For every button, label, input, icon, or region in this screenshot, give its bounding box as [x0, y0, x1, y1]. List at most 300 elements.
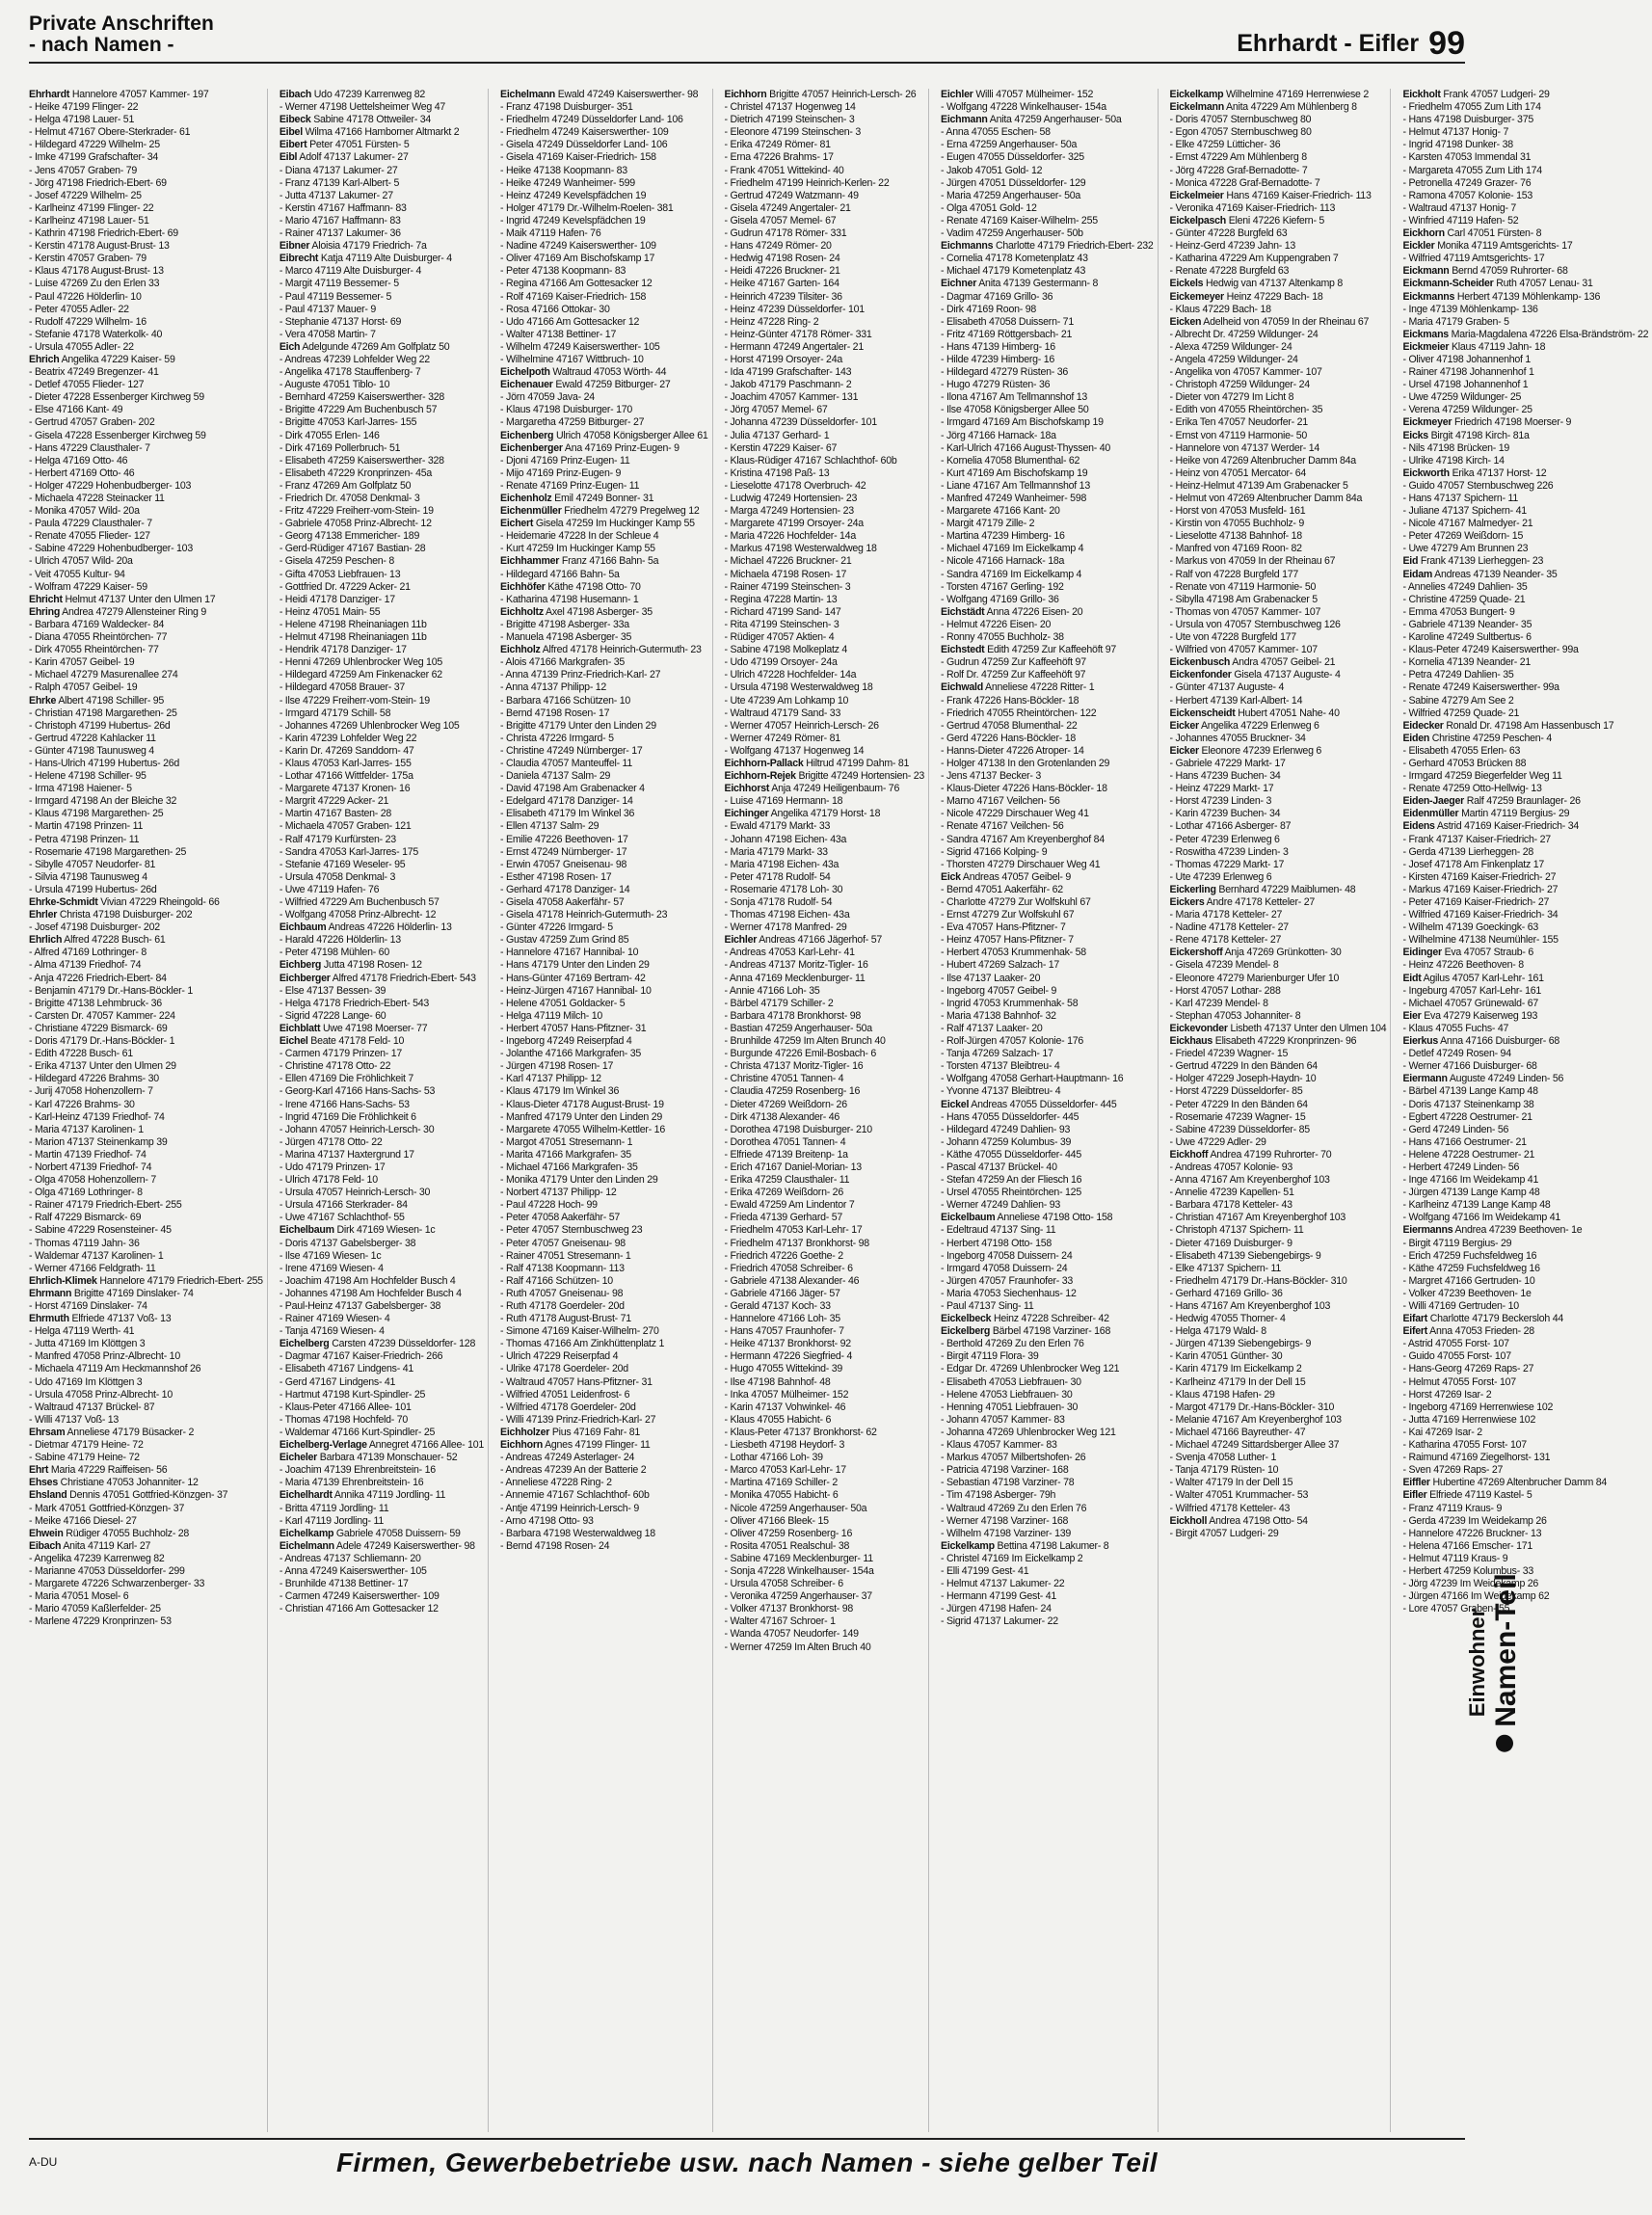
entry-details: - Waltraud 47269 Zu den Erlen 76: [941, 1502, 1087, 1514]
entry-details: - Herbert 47169 Otto- 46: [29, 467, 135, 479]
entry-details: - Veronika 47169 Kaiser-Friedrich- 113: [1169, 201, 1336, 214]
entry-details: - Stefanie 47178 Waterkolk- 40: [29, 328, 163, 340]
entry-details: - Klaus-Dieter 47178 August-Brust- 19: [500, 1098, 664, 1110]
directory-entry: [1402, 530, 1648, 543]
entry-details: - Ralf von 47228 Burgfeld 177: [1169, 568, 1299, 580]
entry-details: - Karlheinz 47198 Lauer- 51: [29, 214, 149, 227]
directory-entry: [1402, 1565, 1648, 1578]
directory-entry: [500, 1124, 707, 1136]
entry-details: - Brunhilde 47259 Im Alten Brunch 40: [724, 1035, 886, 1048]
entry-details: - Wolfgang 47169 Grillo- 36: [941, 593, 1059, 605]
entry-details: - Bernd 47198 Rosen- 24: [500, 1539, 610, 1552]
entry-details: - Henni 47269 Uhlenbrocker Weg 105: [279, 656, 442, 669]
entry-details: - Heike 47167 Garten- 164: [724, 278, 839, 290]
entry-details: - Wolfram 47229 Kaiser- 59: [29, 580, 147, 593]
entry-details: - Ingeborg 47249 Reiserpfad 4: [500, 1035, 632, 1048]
directory-entry: [1402, 846, 1648, 859]
directory-entry: [280, 1515, 484, 1528]
surname: Eichenholz: [500, 493, 552, 504]
directory-entry: [725, 695, 924, 707]
directory-entry: [29, 681, 263, 694]
surname: Eickmann-Scheider: [1402, 278, 1494, 290]
directory-entry: [29, 921, 263, 934]
entry-details: - Tanja 47269 Salzach- 17: [941, 1048, 1053, 1060]
directory-entry: [725, 1565, 924, 1578]
entry-details: - Jurij 47058 Hohenzollern- 7: [29, 1085, 153, 1098]
directory-entry: [725, 581, 924, 594]
directory-entry: [500, 215, 707, 227]
entry-details: - Horst 47269 Isar- 2: [1402, 1388, 1492, 1401]
entry-details: - Hildegard 47166 Bahn- 5a: [500, 568, 620, 580]
directory-entry: [941, 1035, 1154, 1048]
directory-entry: [1402, 442, 1648, 455]
directory-entry: [280, 973, 484, 985]
directory-entry: [1170, 1528, 1387, 1540]
surname: Eichenauer: [500, 379, 553, 391]
directory-entry: [725, 884, 924, 896]
entry-details: - Heike von 47269 Altenbrucher Damm 84a: [1169, 454, 1356, 467]
directory-entry: [941, 1300, 1154, 1313]
surname: Eickmeier: [1402, 340, 1450, 353]
entry-details: - Dirk 47169 Pollerbruch- 51: [279, 441, 401, 454]
entry-details: Aloisia 47179 Friedrich- 7a: [311, 240, 427, 253]
directory-entry: [725, 139, 924, 151]
entry-details: - Oliver 47166 Bleek- 15: [724, 1514, 829, 1527]
surname: Eichner: [941, 278, 977, 290]
entry-details: - Gustav 47259 Zum Grind 85: [500, 934, 629, 947]
entry-details: - Birgit 47057 Ludgeri- 29: [1169, 1527, 1279, 1539]
entry-details: - Helene 47051 Goldacker- 5: [500, 997, 626, 1009]
entry-details: Brigitte 47249 Hortensien- 23: [798, 770, 925, 783]
entry-details: - Paul 47226 Hölderlin- 10: [29, 290, 142, 303]
entry-details: - Hilde 47239 Himberg- 16: [941, 353, 1055, 365]
directory-entry: [725, 820, 924, 833]
entry-details: - Frank 47137 Kaiser-Friedrich- 27: [1402, 833, 1551, 845]
entry-details: - Renate von 47119 Harmonie- 50: [1169, 580, 1317, 593]
entry-details: - Rainer 47137 Lakumer- 36: [279, 227, 401, 240]
directory-entry: [1170, 985, 1387, 998]
directory-entry: [280, 644, 484, 656]
section-title-line2: - nach Namen -: [29, 34, 174, 56]
entry-details: - Nicole 47167 Malmedyer- 21: [1402, 518, 1533, 530]
directory-entry: [1170, 1275, 1387, 1288]
directory-entry: [725, 1085, 924, 1098]
entry-details: - Heinz 47239 Düsseldorfer- 101: [724, 303, 865, 315]
entry-details: - Jürgen 47198 Rosen- 17: [500, 1060, 614, 1073]
directory-entry: [941, 101, 1154, 114]
directory-entry: [941, 606, 1154, 619]
entry-details: - Christine 47051 Tannen- 4: [724, 1073, 844, 1085]
directory-entry: [941, 1515, 1154, 1528]
directory-entry: [280, 1085, 484, 1098]
directory-entry: [1170, 555, 1387, 568]
directory-entry: [500, 1300, 707, 1313]
directory-entry: [1170, 871, 1387, 884]
entry-details: - Elfriede 47139 Breitenp- 1a: [724, 1148, 848, 1161]
directory-entry: [725, 1238, 924, 1250]
entry-details: - Gisela 47058 Aakerfähr- 57: [500, 896, 625, 908]
directory-entry: [280, 1401, 484, 1414]
entry-details: - Lothar 47166 Wittfelder- 175a: [279, 770, 413, 783]
entry-details: - Sibylle 47057 Neudorfer- 81: [29, 858, 156, 870]
entry-details: - Nadine 47178 Ketteler- 27: [1169, 921, 1289, 934]
directory-entry: [725, 909, 924, 921]
entry-details: - Josef 47178 Am Finkenplatz 17: [1402, 858, 1545, 870]
directory-entry: [1170, 1515, 1387, 1528]
surname: Eickenfonder: [1169, 669, 1232, 681]
entry-details: - Martina 47239 Himberg- 16: [941, 530, 1065, 543]
directory-entry: [725, 985, 924, 998]
directory-entry: [725, 1313, 924, 1325]
directory-entry: [1170, 316, 1387, 329]
directory-entry: [29, 114, 263, 126]
surname: Eichelberg: [279, 1338, 330, 1350]
page-range-header: [1237, 25, 1465, 63]
entry-details: - Emilie 47226 Beethoven- 17: [500, 833, 628, 845]
directory-entry: [500, 1503, 707, 1515]
entry-details: Annegret 47166 Allee- 101: [368, 1439, 485, 1452]
directory-entry: [500, 1452, 707, 1464]
entry-details: - Dieter 47269 Weißdorn- 26: [724, 1098, 847, 1110]
directory-entry: [29, 177, 263, 190]
directory-entry: [280, 1603, 484, 1615]
directory-entry: [280, 126, 484, 139]
entry-details: - Hans 47167 Am Kreyenberghof 103: [1169, 1300, 1331, 1312]
entry-details: Anna 47226 Eisen- 20: [986, 605, 1083, 618]
directory-entry: [1402, 480, 1648, 493]
entry-details: - Gisela 47169 Kaiser-Friedrich- 158: [500, 151, 656, 164]
entry-details: - Heinz 47057 Hans-Pfitzner- 7: [941, 934, 1074, 947]
entry-details: Anneliese 47228 Ritter- 1: [985, 681, 1095, 694]
directory-entry: [725, 126, 924, 139]
entry-details: - Anna 47055 Eschen- 58: [941, 126, 1051, 139]
directory-entry: [280, 1238, 484, 1250]
directory-entry: [29, 859, 263, 871]
entry-details: Carl 47051 Fürsten- 8: [1447, 227, 1542, 240]
surname: Eibl: [279, 151, 298, 164]
directory-entry: [1402, 202, 1648, 215]
entry-details: - Birgit 47119 Bergius- 29: [1402, 1237, 1512, 1249]
entry-details: - Albrecht Dr. 47259 Wildunger- 24: [1169, 328, 1319, 340]
directory-entry: [1170, 240, 1387, 253]
directory-entry: [280, 606, 484, 619]
directory-entry: [725, 1224, 924, 1237]
entry-details: - Ulrich 47228 Hochfelder- 14a: [724, 669, 857, 681]
directory-entry: [725, 1149, 924, 1161]
directory-entry: [941, 1161, 1154, 1174]
entry-details: - Angela 47259 Wildunger- 24: [1169, 353, 1298, 365]
entry-details: - Ingrid 47249 Kevelspfädchen 19: [500, 214, 646, 227]
directory-entry: [1170, 1313, 1387, 1325]
entry-details: - Jörg 47057 Memel- 67: [724, 404, 828, 416]
directory-entry: [941, 379, 1154, 391]
entry-details: - Elisabeth 47179 Im Winkel 36: [500, 808, 635, 820]
directory-entry: [29, 316, 263, 329]
directory-entry: [1402, 101, 1648, 114]
directory-entry: [1170, 1464, 1387, 1477]
entry-details: - Marlene 47229 Kronprinzen- 53: [29, 1615, 172, 1628]
entry-details: - Ingeborg 47058 Duissern- 24: [941, 1249, 1073, 1262]
directory-entry: [500, 1376, 707, 1389]
directory-entry: [29, 291, 263, 304]
directory-entry: [280, 1010, 484, 1023]
entry-details: - Inge 47166 Im Weidekamp 41: [1402, 1174, 1539, 1187]
directory-entry: [29, 758, 263, 770]
entry-details: - Regina 47228 Martin- 13: [724, 593, 838, 605]
directory-entry: [725, 366, 924, 379]
entry-details: - Elisabeth 47058 Duissern- 71: [941, 315, 1074, 328]
entry-details: Wilhelmine 47169 Herrenwiese 2: [1226, 89, 1369, 100]
directory-entry: [280, 808, 484, 820]
directory-entry: [280, 505, 484, 518]
directory-entry: [1402, 1275, 1648, 1288]
entry-details: - Ralph 47057 Geibel- 19: [29, 681, 138, 694]
entry-details: - Maria 47053 Siechenhaus- 12: [941, 1287, 1077, 1299]
directory-entry: [1170, 1503, 1387, 1515]
entry-details: - Carmen 47249 Kaiserswerther- 109: [279, 1590, 440, 1603]
entry-details: - Werner 47166 Feldgrath- 11: [29, 1262, 156, 1274]
entry-details: - Maria 47198 Eichen- 43a: [724, 858, 839, 870]
directory-entry: [725, 543, 924, 555]
directory-entry: [500, 190, 707, 202]
entry-details: - Herbert 47198 Otto- 158: [941, 1237, 1052, 1249]
directory-entry: [280, 745, 484, 758]
directory-entry: [1402, 720, 1648, 733]
entry-details: Sabine 47178 Ottweiler- 34: [313, 114, 432, 126]
entry-details: - Jutta 47169 Herrenwiese 102: [1402, 1413, 1536, 1426]
directory-entry: [29, 820, 263, 833]
directory-entry: [1402, 884, 1648, 896]
entry-details: - Jürgen 47178 Otto- 22: [279, 1135, 383, 1148]
entry-details: - Werner 47249 Dahlien- 93: [941, 1199, 1061, 1212]
directory-entry: [725, 1300, 924, 1313]
directory-entry: [1170, 1048, 1387, 1060]
directory-entry: [725, 1628, 924, 1641]
entry-details: - Gerd 47226 Hans-Böckler- 18: [941, 732, 1076, 744]
directory-entry: [500, 416, 707, 429]
directory-entry: [280, 1060, 484, 1073]
entry-details: Franz 47166 Bahn- 5a: [561, 555, 659, 568]
entry-details: - Ernst 47249 Nürnberger- 17: [500, 845, 627, 858]
entry-details: - Sonja 47178 Rudolf- 54: [724, 896, 833, 908]
directory-entry: [1170, 1414, 1387, 1427]
directory-entry: [29, 1389, 263, 1401]
surname: Eidam: [1402, 568, 1433, 580]
entry-details: - Jörg 47228 Graf-Bernadotte- 7: [1169, 164, 1308, 176]
entry-details: - Beatrix 47249 Bregenzer- 41: [29, 366, 159, 379]
entry-details: - Helmut von 47269 Altenbrucher Damm 84a: [1169, 493, 1363, 504]
directory-entry: [1402, 1212, 1648, 1224]
entry-details: - Ingrid 47053 Krummenhak- 58: [941, 997, 1079, 1009]
directory-entry: [29, 884, 263, 896]
directory-entry: [941, 1010, 1154, 1023]
directory-entry: [29, 505, 263, 518]
directory-entry: [1402, 455, 1648, 467]
directory-entry: [725, 190, 924, 202]
directory-entry: [941, 240, 1154, 253]
directory-entry: [725, 354, 924, 366]
directory-entry: [941, 644, 1154, 656]
directory-entry: [29, 733, 263, 745]
directory-entry: [725, 480, 924, 493]
entry-details: - Ralf 47138 Koopmann- 113: [500, 1262, 625, 1274]
directory-entry: [1402, 505, 1648, 518]
directory-entry: [29, 1590, 263, 1603]
entry-details: - Sigrid 47166 Kolping- 9: [941, 845, 1048, 858]
entry-details: - Michael 47166 Markgrafen- 35: [500, 1161, 638, 1173]
entry-details: - Doris 47179 Dr.-Hans-Böckler- 1: [29, 1035, 175, 1048]
directory-entry: [280, 631, 484, 644]
directory-entry: [1402, 493, 1648, 505]
entry-details: - Luise 47269 Zu den Erlen 33: [29, 278, 160, 290]
entry-details: - Margit 47119 Bessemer- 5: [279, 278, 399, 290]
entry-details: - Friedhelm 47199 Heinrich-Kerlen- 22: [724, 176, 890, 189]
directory-entry: [280, 1250, 484, 1263]
entry-details: - Stefan 47259 An der Fliesch 16: [941, 1174, 1082, 1187]
directory-entry: [280, 1503, 484, 1515]
entry-details: - Margarete 47137 Kronen- 16: [279, 783, 411, 795]
entry-details: - Monica 47228 Graf-Bernadotte- 7: [1169, 176, 1320, 189]
directory-entry: [941, 745, 1154, 758]
directory-entry: [29, 581, 263, 594]
directory-entry: [941, 695, 1154, 707]
entry-details: - Ilse 47137 Laaker- 20: [941, 972, 1041, 984]
directory-entry: [941, 354, 1154, 366]
entry-details: Uwe 47198 Moerser- 77: [323, 1022, 428, 1034]
directory-entry: [29, 1615, 263, 1628]
entry-details: - Edelgard 47178 Danziger- 14: [500, 795, 633, 808]
surname: Eichberger: [279, 972, 331, 984]
entry-details: - Dirk 47169 Roon- 98: [941, 303, 1036, 315]
entry-details: - Martina 47169 Schiller- 2: [724, 1477, 839, 1489]
entry-details: - Hans 47179 Unter den Linden 29: [500, 959, 650, 972]
directory-entry: [725, 227, 924, 240]
directory-entry: [1402, 1224, 1648, 1237]
directory-entry: [725, 631, 924, 644]
directory-entry: [941, 1590, 1154, 1603]
entry-details: - Klaus 47055 Fuchs- 47: [1402, 1022, 1509, 1034]
entry-details: - Heinz-Jürgen 47167 Hannibal- 10: [500, 984, 652, 997]
entry-details: - Karl 47239 Mendel- 8: [1169, 997, 1268, 1009]
directory-entry: [1402, 1350, 1648, 1363]
entry-details: - Josef 47198 Duisburger- 202: [29, 921, 160, 934]
entry-details: - Brigitte 47179 Unter den Linden 29: [500, 719, 656, 732]
entry-details: Jutta 47198 Rosen- 12: [323, 959, 422, 972]
directory-entry: [1402, 404, 1648, 416]
entry-details: - Ronny 47055 Buchholz- 38: [941, 631, 1064, 644]
entry-details: - Elisabeth 47167 Lindgens- 41: [279, 1363, 413, 1375]
directory-entry: [29, 783, 263, 795]
entry-details: - Wilfried von 47057 Kammer- 107: [1169, 644, 1318, 656]
directory-entry: [280, 1288, 484, 1300]
entry-details: Andrea 47239 Beethoven- 1e: [1454, 1224, 1583, 1237]
entry-details: Andreas 47055 Düsseldorfer- 445: [971, 1098, 1117, 1110]
directory-entry: [941, 291, 1154, 304]
directory-entry: [1170, 101, 1387, 114]
directory-entry: [1170, 1427, 1387, 1439]
directory-entry: [725, 959, 924, 972]
directory-entry: [1402, 165, 1648, 177]
surname: Eichel: [279, 1035, 308, 1048]
surname: Eiden-Jaeger: [1402, 795, 1465, 808]
entry-details: - Barbara 47178 Ketteler- 43: [1169, 1199, 1292, 1212]
directory-entry: [1170, 896, 1387, 909]
directory-entry: [1402, 795, 1648, 808]
entry-details: - Gerhard 47053 Brücken 88: [1402, 757, 1527, 769]
directory-entry: [1402, 594, 1648, 606]
entry-details: - Werner 47198 Uettelsheimer Weg 47: [279, 101, 446, 114]
entry-details: - Irmgard 47058 Duissern- 24: [941, 1262, 1068, 1274]
entry-details: - Wolfgang 47166 Im Weidekamp 41: [1402, 1212, 1561, 1224]
directory-entry: [280, 619, 484, 631]
directory-entry: [29, 1048, 263, 1060]
directory-entry: [500, 227, 707, 240]
directory-entry: [280, 467, 484, 480]
directory-entry: [1402, 859, 1648, 871]
directory-entry: [280, 555, 484, 568]
directory-entry: [500, 354, 707, 366]
entry-details: - Margot 47179 Dr.-Hans-Böckler- 310: [1169, 1401, 1335, 1413]
entry-details: - Elke 47137 Spichern- 11: [1169, 1262, 1281, 1274]
entry-details: - Johann 47198 Eichen- 43a: [724, 833, 847, 845]
entry-details: - Erika 47259 Clausthaler- 11: [724, 1174, 850, 1187]
entry-details: - Helga 47119 Werth- 41: [29, 1325, 135, 1338]
entry-details: - Ursula 47058 Prinz-Albrecht- 10: [29, 1388, 173, 1401]
directory-entry: [500, 1187, 707, 1199]
entry-details: Maria 47229 Raiffeisen- 56: [50, 1464, 168, 1477]
directory-entry: [941, 1313, 1154, 1325]
surname: Eickmanns: [1402, 290, 1455, 303]
entry-details: - Friedhelm 47053 Karl-Lehr- 17: [724, 1224, 863, 1237]
directory-entry: [500, 1224, 707, 1237]
entry-details: - Wilhelmine 47167 Wittbruch- 10: [500, 353, 644, 365]
directory-entry: [500, 329, 707, 341]
directory-column: [280, 89, 489, 2132]
entry-details: - Thomas 47166 Am Zinkhüttenplatz 1: [500, 1338, 665, 1350]
directory-entry: [725, 1414, 924, 1427]
entry-details: - Johann 47259 Kolumbus- 39: [941, 1135, 1072, 1148]
surname: Ehrhardt: [29, 89, 70, 100]
entry-details: - Helmut 47226 Eisen- 20: [941, 618, 1052, 630]
entry-details: - Monika 47057 Wild- 20a: [29, 505, 140, 518]
entry-details: - Michaela 47057 Graben- 121: [279, 820, 412, 833]
entry-details: - Hildegard 47058 Brauer- 37: [279, 681, 406, 694]
directory-entry: [941, 631, 1154, 644]
entry-details: - Marina 47137 Haxtergrund 17: [279, 1148, 414, 1161]
directory-entry: [500, 1363, 707, 1375]
surname: Eickworth: [1402, 467, 1450, 479]
entry-details: Bärbel 47198 Varziner- 168: [992, 1325, 1111, 1338]
entry-details: - Jörg 47166 Harnack- 18a: [941, 429, 1056, 441]
directory-entry: [941, 329, 1154, 341]
directory-entry: [1402, 569, 1648, 581]
entry-details: - Peter 47058 Aakerfähr- 57: [500, 1212, 621, 1224]
entry-details: - Rosemarie 47198 Margarethen- 25: [29, 845, 187, 858]
entry-details: - Gabriele 47139 Neander- 35: [1402, 618, 1532, 630]
entry-details: - Helga 47178 Friedrich-Ebert- 543: [279, 997, 430, 1009]
entry-details: - Olga 47058 Hohenzollern- 7: [29, 1174, 156, 1187]
directory-entry: [941, 1048, 1154, 1060]
entry-details: - Waldemar 47137 Karolinen- 1: [29, 1249, 164, 1262]
directory-entry: [1170, 1174, 1387, 1187]
entry-details: - Renate 47167 Veilchen- 56: [941, 820, 1064, 833]
entry-details: Ruth 47057 Lenau- 31: [1496, 278, 1593, 290]
entry-details: - Klaus-Dieter 47226 Hans-Böckler- 18: [941, 783, 1107, 795]
entry-details: - Michaela 47198 Rosen- 17: [724, 568, 847, 580]
directory-entry: [280, 1452, 484, 1464]
directory-entry: [29, 1099, 263, 1111]
directory-entry: [1402, 909, 1648, 921]
